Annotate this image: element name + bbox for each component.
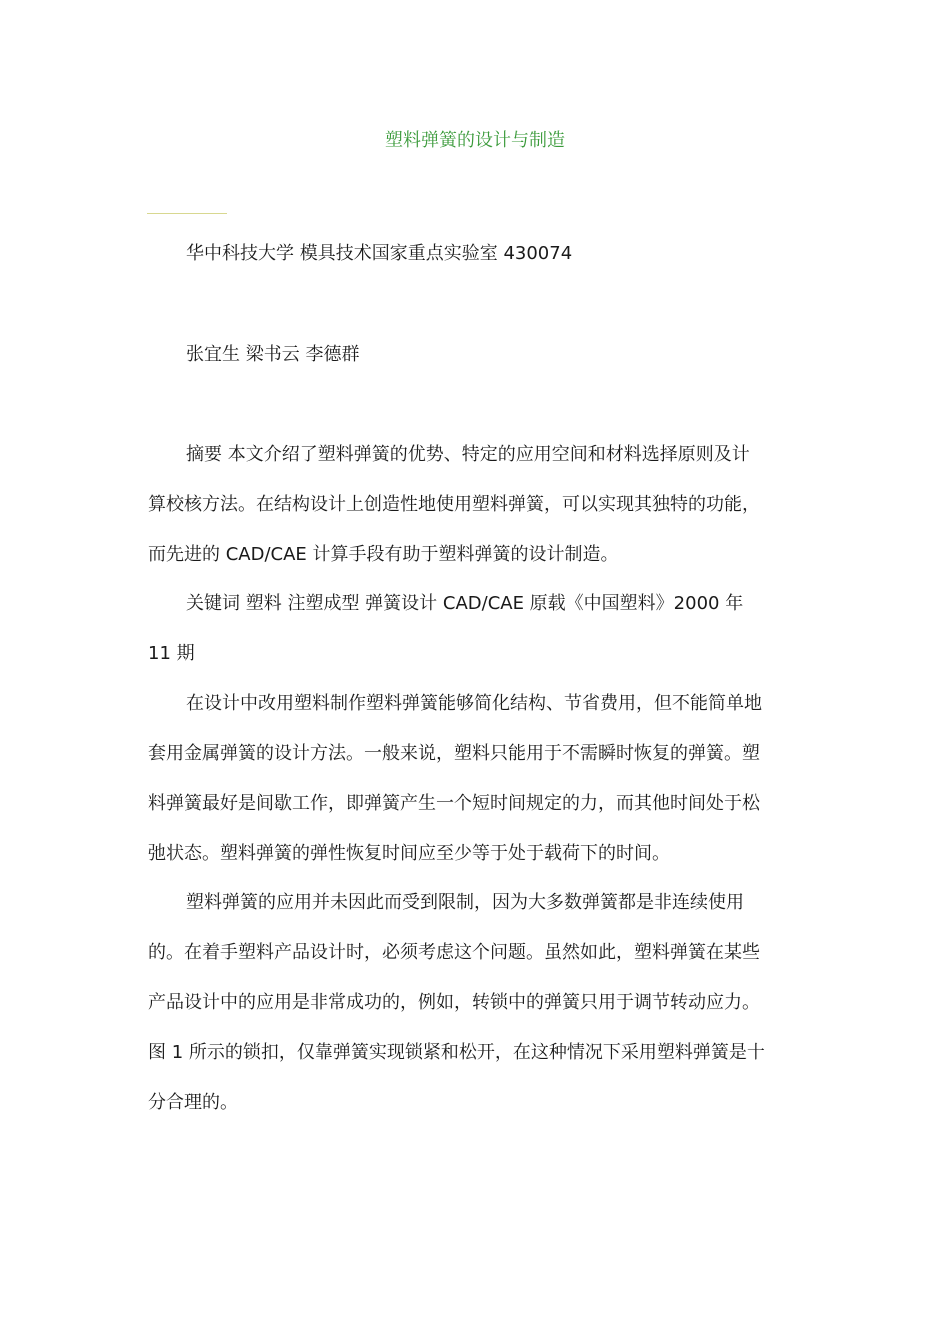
paragraph-line: 料弹簧最好是间歇工作，即弹簧产生一个短时间规定的力，而其他时间处于松	[148, 793, 760, 814]
paragraph-line: 在设计中改用塑料制作塑料弹簧能够简化结构、节省费用，但不能简单地	[186, 693, 762, 714]
paragraph-line: 图 1 所示的锁扣，仅靠弹簧实现锁紧和松开，在这种情况下采用塑料弹簧是十	[148, 1042, 765, 1063]
abstract-line: 而先进的 CAD/CAE 计算手段有助于塑料弹簧的设计制造。	[148, 544, 619, 565]
keywords-line: 关键词 塑料 注塑成型 弹簧设计 CAD/CAE 原载《中国塑料》2000 年	[186, 593, 744, 614]
affiliation: 华中科技大学 模具技术国家重点实验室 430074	[186, 243, 573, 264]
paragraph-line: 塑料弹簧的应用并未因此而受到限制，因为大多数弹簧都是非连续使用	[186, 892, 744, 913]
document-title: 塑料弹簧的设计与制造	[385, 130, 565, 151]
paragraph-line: 的。在着手塑料产品设计时，必须考虑这个问题。虽然如此，塑料弹簧在某些	[148, 942, 760, 963]
abstract-line: 摘要 本文介绍了塑料弹簧的优势、特定的应用空间和材料选择原则及计	[186, 444, 750, 465]
paragraph-line: 分合理的。	[148, 1092, 238, 1113]
keywords-line: 11 期	[148, 643, 195, 664]
paragraph-line: 套用金属弹簧的设计方法。一般来说，塑料只能用于不需瞬时恢复的弹簧。塑	[148, 743, 760, 764]
title-divider	[147, 213, 227, 214]
paragraph-line: 弛状态。塑料弹簧的弹性恢复时间应至少等于处于载荷下的时间。	[148, 843, 670, 864]
authors: 张宜生 梁书云 李德群	[186, 344, 360, 365]
abstract-line: 算校核方法。在结构设计上创造性地使用塑料弹簧，可以实现其独特的功能，	[148, 494, 760, 515]
paragraph-line: 产品设计中的应用是非常成功的，例如，转锁中的弹簧只用于调节转动应力。	[148, 992, 760, 1013]
